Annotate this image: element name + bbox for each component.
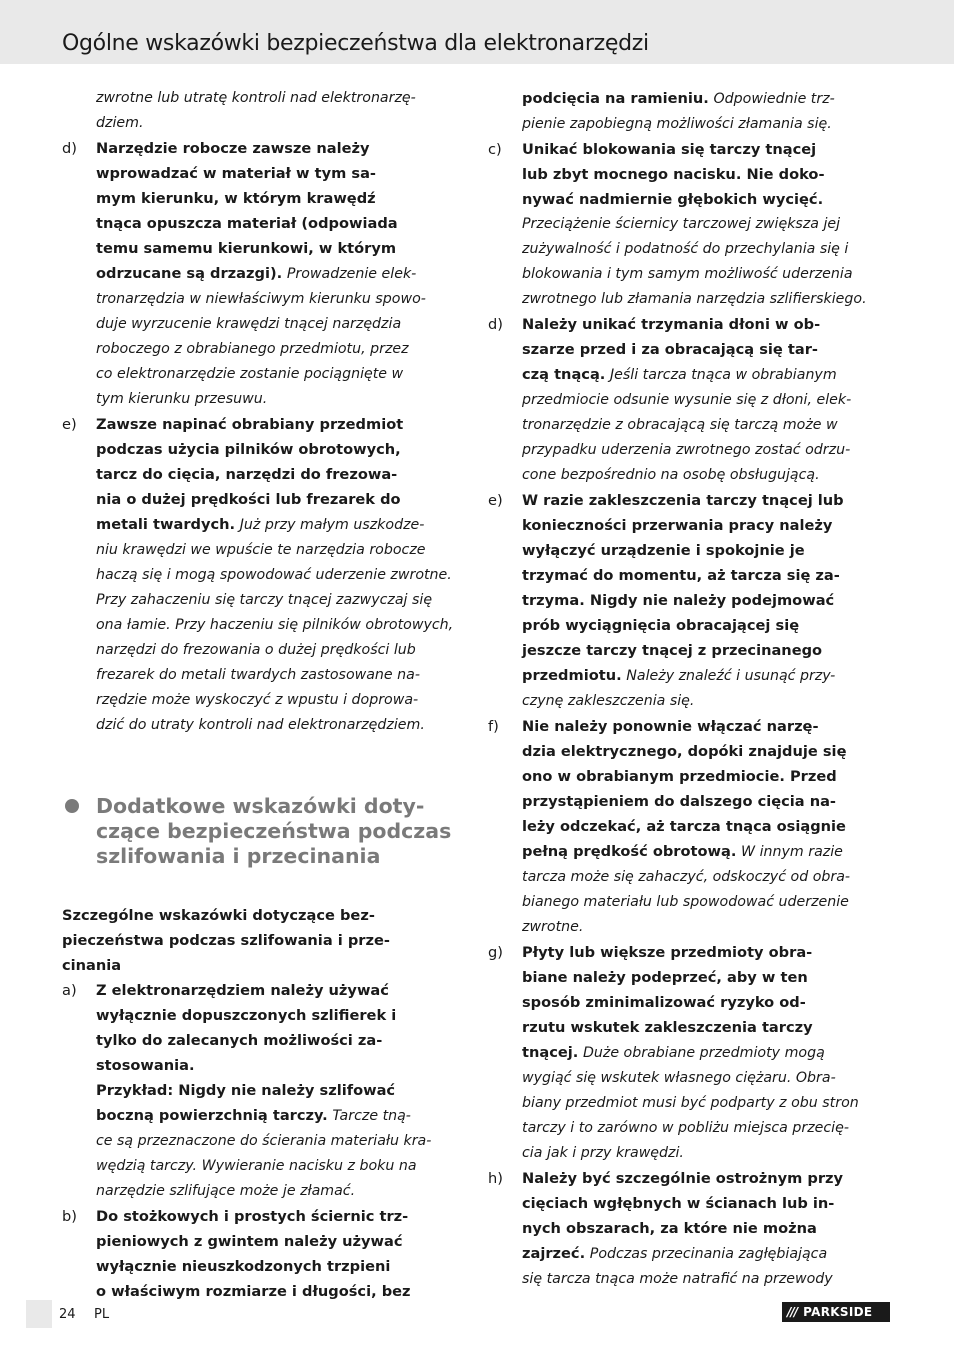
right-column: [488, 86, 890, 1292]
text-line: nywać nadmiernie głębokich wycięć.: [522, 191, 824, 208]
text-line: się tarcza tnąca może natrafić na przewody: [522, 1271, 833, 1287]
text-line: dziem.: [96, 115, 144, 131]
text-line: zwrotne lub utratę kontroli nad elektronarzę-: [96, 90, 416, 106]
text-line: [96, 512, 462, 538]
text-line: Przeciążenie ściernicy tarczowej zwiększa jej: [522, 216, 841, 232]
text-line: tnąca opuszcza materiał (odpowiada: [96, 215, 398, 232]
text-line: [96, 261, 462, 287]
text-line: Do stożkowych i prostych ściernic trz-: [96, 1208, 409, 1225]
text-line: cięciach wgłębnych w ścianach lub in-: [522, 1195, 835, 1212]
italic-run: W innym razie: [741, 844, 843, 860]
list-item-c: [488, 137, 890, 312]
brand-logo: [782, 1302, 890, 1322]
bold-run: podcięcia na ramieniu.: [522, 90, 709, 107]
item-label: a): [62, 982, 77, 999]
text-line: narzędzi do frezowania o dużej prędkości lub: [96, 642, 416, 658]
text-line: frezarek do metali twardych zastosowane na-: [96, 667, 420, 683]
item-label: d): [62, 140, 77, 157]
text-line: trzymać do momentu, aż tarcza się za-: [522, 567, 840, 584]
item-label: g): [488, 944, 503, 961]
text-line: cia jak i przy krawędzi.: [522, 1145, 684, 1161]
text-line: o właściwym rozmiarze i długości, bez: [96, 1283, 411, 1300]
text-line: czynę zakleszczenia się.: [522, 693, 695, 709]
text-line: rzędzie może wyskoczyć z wpustu i doprowa-: [96, 692, 419, 708]
italic-run: Podczas przecinania zagłębiająca: [589, 1246, 828, 1262]
logo-text: PARKSIDE: [803, 1305, 873, 1319]
text-line: tronarzędzia w niewłaściwym kierunku spowo-: [96, 291, 426, 307]
text-line: biany przedmiot musi być podparty z obu stron: [522, 1095, 859, 1111]
text-line: szarze przed i za obracającą się tar-: [522, 341, 818, 358]
text-line: [522, 663, 890, 689]
continued-text: [62, 86, 462, 136]
text-line: przystąpieniem do dalszego cięcia na-: [522, 793, 836, 810]
text-line: biane należy podeprzeć, aby w ten: [522, 969, 808, 986]
text-line: przypadku uderzenia zwrotnego zostać odrzu-: [522, 442, 851, 458]
bold-run: zajrzeć.: [522, 1245, 586, 1262]
text-line: roboczego z obrabianego przedmiotu, przez: [96, 341, 409, 357]
text-line: pieczeństwa podczas szlifowania i prze-: [62, 932, 390, 949]
text-line: cinania: [62, 957, 122, 974]
text-line: haczą się i mogą spowodować uderzenie zwrotne.: [96, 567, 452, 583]
text-line: temu samemu kierunkowi, w którym: [96, 240, 397, 257]
list-item-h: [488, 1166, 890, 1292]
italic-run: Należy znaleźć i usunąć przy-: [626, 668, 836, 684]
text-line: lub zbyt mocnego nacisku. Nie doko-: [522, 166, 825, 183]
text-line: narzędzie szlifujące może je złamać.: [96, 1183, 356, 1199]
text-line: Z elektronarzędziem należy używać: [96, 982, 389, 999]
text-line: prób wyciągnięcia obracającej się: [522, 617, 800, 634]
text-line: zwrotne.: [522, 919, 584, 935]
italic-run: Tarcze tną-: [332, 1108, 411, 1124]
text-line: co elektronarzędzie zostanie pociągnięte w: [96, 366, 404, 382]
text-line: niu krawędzi we wpuście te narzędzia robocze: [96, 542, 426, 558]
text-line: sposób zminimalizować ryzyko od-: [522, 994, 806, 1011]
text-line: Szczególne wskazówki dotyczące bez-: [62, 907, 375, 924]
italic-run: Już przy małym uszkodze-: [239, 517, 425, 533]
text-line: wygiąć się wskutek własnego ciężaru. Obra-: [522, 1070, 836, 1086]
text-line: [522, 86, 890, 112]
page-header: [0, 0, 954, 64]
text-line: [522, 1040, 890, 1066]
text-line: duje wyrzucenie krawędzi tnącej narzędzia: [96, 316, 402, 332]
text-line: tylko do zalecanych możliwości za-: [96, 1032, 383, 1049]
item-label: d): [488, 316, 503, 333]
list-item-a: [62, 978, 462, 1204]
section-heading: [62, 794, 462, 869]
text-line: [522, 839, 890, 865]
item-label: b): [62, 1208, 77, 1225]
text-line: Unikać blokowania się tarczy tnącej: [522, 141, 817, 158]
text-line: konieczności przerwania pracy należy: [522, 517, 833, 534]
bold-run: czą tnącą.: [522, 366, 606, 383]
text-line: tym kierunku przesuwu.: [96, 391, 268, 407]
text-line: tarcza może się zahaczyć, odskoczyć od obra-: [522, 869, 851, 885]
text-line: wprowadzać w materiał w tym sa-: [96, 165, 376, 182]
text-line: Przy zahaczeniu się tarczy tnącej zazwyczaj się: [96, 592, 433, 608]
text-line: tarczy i to zarówno w pobliżu miejsca przecię-: [522, 1120, 849, 1136]
heading-line: szlifowania i przecinania: [96, 844, 381, 868]
text-line: Należy być szczególnie ostrożnym przy: [522, 1170, 844, 1187]
item-label: e): [62, 416, 77, 433]
text-line: wędzią tarczy. Wywieranie nacisku z boku na: [96, 1158, 417, 1174]
bold-run: boczną powierzchnią tarczy.: [96, 1107, 328, 1124]
text-line: wyłączyć urządzenie i spokojnie je: [522, 542, 805, 559]
list-item-e: [488, 488, 890, 714]
text-line: [522, 362, 890, 388]
text-line: cone bezpośrednio na osobę obsługującą.: [522, 467, 820, 483]
text-line: bianego materiału lub spowodować uderzenie: [522, 894, 849, 910]
text-line: zwrotnego lub złamania narzędzia szlifierskiego.: [522, 291, 867, 307]
bold-run: metali twardych.: [96, 516, 236, 533]
italic-run: Duże obrabiane przedmioty mogą: [582, 1045, 825, 1061]
text-line: leży odczekać, aż tarcza tnąca osiągnie: [522, 818, 846, 835]
text-line: ce są przeznaczone do ścierania materiału kra-: [96, 1133, 432, 1149]
text-line: rzutu wskutek zakleszczenia tarczy: [522, 1019, 813, 1036]
text-line: Przykład: Nigdy nie należy szlifować: [96, 1082, 396, 1099]
text-line: Należy unikać trzymania dłoni w ob-: [522, 316, 821, 333]
text-line: podczas użycia pilników obrotowych,: [96, 441, 401, 458]
text-line: tarcz do cięcia, narzędzi do frezowa-: [96, 466, 398, 483]
text-line: tronarzędzie z obracającą się tarczą może w: [522, 417, 838, 433]
text-line: wyłącznie dopuszczonych szlifierek i: [96, 1007, 397, 1024]
text-line: trzyma. Nigdy nie należy podejmować: [522, 592, 835, 609]
text-line: dzić do utraty kontroli nad elektronarzędziem.: [96, 717, 425, 733]
text-line: nia o dużej prędkości lub frezarek do: [96, 491, 401, 508]
bold-run: przedmiotu.: [522, 667, 622, 684]
list-item-b: [62, 1204, 462, 1304]
text-line: zużywalność i podatność do przechylania się i: [522, 241, 849, 257]
page-title: Ogólne wskazówki bezpieczeństwa dla elektronarzędzi: [62, 31, 649, 56]
text-line: dzia elektrycznego, dopóki znajduje się: [522, 743, 847, 760]
footer-marker: [26, 1300, 52, 1328]
text-line: mym kierunku, w którym krawędź: [96, 190, 376, 207]
italic-run: Prowadzenie elek-: [286, 266, 417, 282]
heading-line: czące bezpieczeństwa podczas: [96, 819, 452, 843]
text-line: stosowania.: [96, 1057, 195, 1074]
text-line: nych obszarach, za które nie można: [522, 1220, 817, 1237]
italic-run: Odpowiednie trz-: [713, 91, 835, 107]
page-number: 24: [59, 1307, 76, 1322]
continued-text: [488, 86, 890, 137]
item-label: c): [488, 141, 502, 158]
section-intro: [62, 903, 462, 978]
list-item-d: [62, 136, 462, 412]
left-column: [62, 86, 462, 1304]
text-line: ona łamie. Przy haczeniu się pilników obrotowych,: [96, 617, 454, 633]
text-line: blokowania i tym samym możliwość uderzenia: [522, 266, 853, 282]
text-line: Narzędzie robocze zawsze należy: [96, 140, 370, 157]
heading-line: Dodatkowe wskazówki doty-: [96, 794, 425, 818]
list-item-g: [488, 940, 890, 1166]
text-line: Zawsze napinać obrabiany przedmiot: [96, 416, 404, 433]
language-code: PL: [94, 1307, 110, 1322]
text-line: ono w obrabianym przedmiocie. Przed: [522, 768, 837, 785]
bold-run: pełną prędkość obrotową.: [522, 843, 737, 860]
item-label: e): [488, 492, 503, 509]
item-label: f): [488, 718, 499, 735]
text-line: Nie należy ponownie włączać narzę-: [522, 718, 819, 735]
item-label: h): [488, 1170, 503, 1187]
logo-stripes-icon: ///: [787, 1305, 798, 1319]
text-line: [522, 1241, 890, 1267]
bold-run: odrzucane są drzazgi).: [96, 265, 283, 282]
bullet-icon: [65, 799, 79, 813]
text-line: Płyty lub większe przedmioty obra-: [522, 944, 813, 961]
text-line: pieniowych z gwintem należy używać: [96, 1233, 403, 1250]
text-line: wyłącznie nieuszkodzonych trzpieni: [96, 1258, 391, 1275]
list-item-f: [488, 714, 890, 940]
text-line: przedmiocie odsunie wysunie się z dłoni, elek-: [522, 392, 852, 408]
list-item-e: [62, 412, 462, 738]
italic-run: Jeśli tarcza tnąca w obrabianym: [609, 367, 837, 383]
text-line: pienie zapobiegną możliwości złamania się.: [522, 116, 832, 132]
text-line: jeszcze tarczy tnącej z przecinanego: [522, 642, 823, 659]
text-line: [96, 1103, 462, 1129]
list-item-d: [488, 312, 890, 488]
bold-run: tnącej.: [522, 1044, 579, 1061]
text-line: W razie zakleszczenia tarczy tnącej lub: [522, 492, 844, 509]
